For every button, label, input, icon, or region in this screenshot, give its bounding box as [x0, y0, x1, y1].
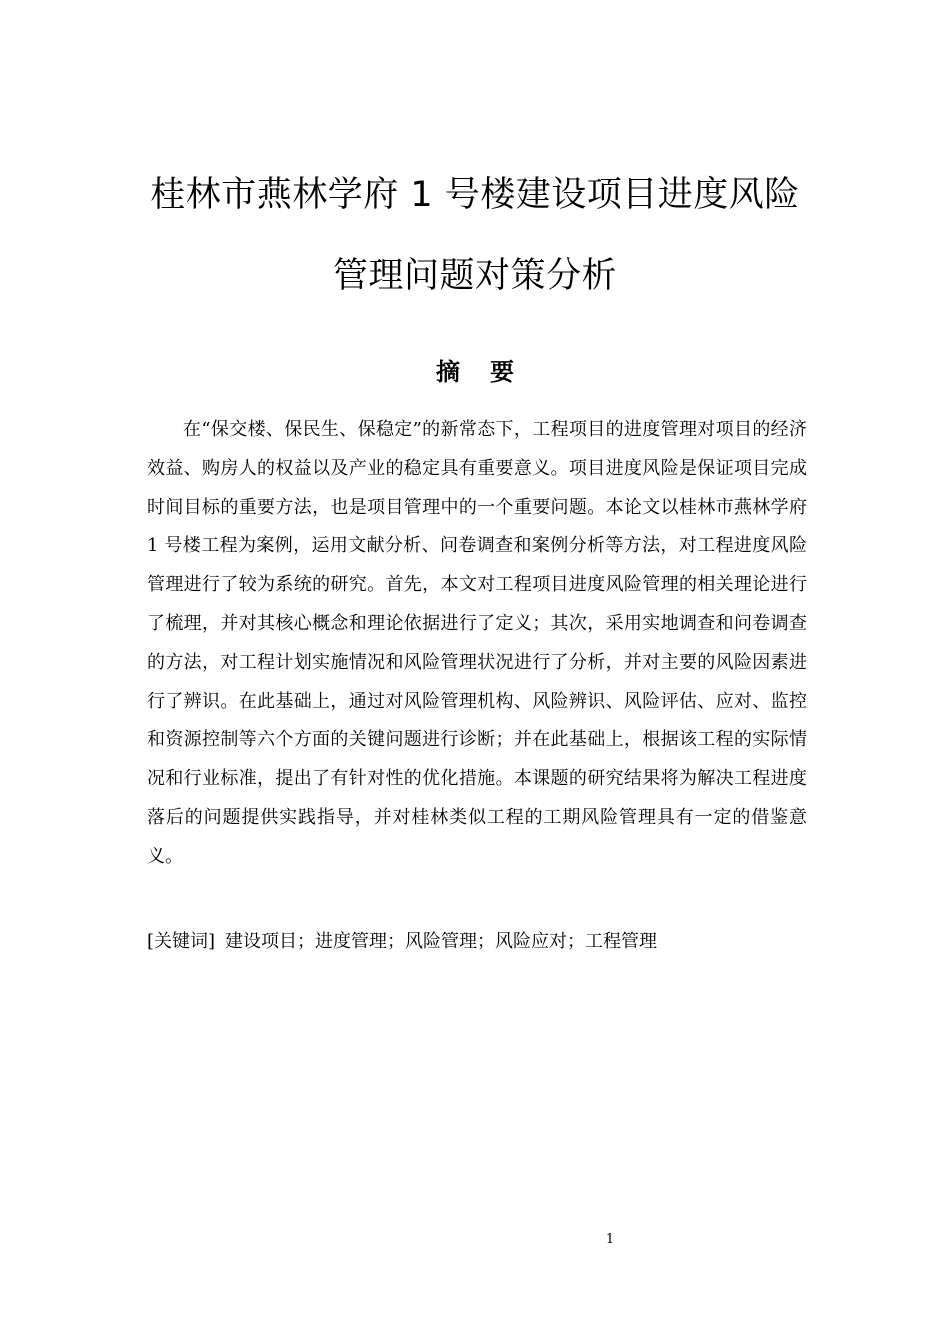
page-number: 1 — [605, 1232, 615, 1247]
abstract-heading — [0, 356, 950, 388]
paper-title-line-1: 桂林市燕林学府 1 号楼建设项目进度风险 — [150, 175, 800, 215]
keywords-line — [147, 924, 807, 960]
abstract-heading-char-2: 要 — [490, 358, 514, 386]
keywords-text: 建设项目；进度管理；风险管理；风险应对；工程管理 — [225, 931, 658, 952]
abstract-heading-char-1: 摘 — [436, 358, 460, 386]
paper-title-line-2: 管理问题对策分析 — [332, 256, 617, 296]
keywords-label: [关键词] — [147, 931, 216, 952]
abstract-body: 在“保交楼、保民生、保稳定”的新常态下，工程项目的进度管理对项目的经济效益、购房人的权益以及产业的稳定具有重要意义。项目进度风险是保证项目完成时间目标的重要方法，也是项目管理中的一个重要问题。本论文以桂林市燕林学府 1 号楼工程为案例，运用文献分析、问卷调查和案例分析等方法，对工程进度风险管理进行了较为系统的研究。首先，本文对工程项目进度风险管理的相关理论进行了梳理，并对其核心概念和理论依据进行了定义；其次，采用实地调查和问卷调查的方法，对工程计划实施情况和风险管理状况进行了分析，并对主要的风险因素进行了辨识。在此基础上，通过对风险管理机构、风险辨识、风险评估、应对、监控和资源控制等六个方面的关键问题进行诊断；并在此基础上，根据该工程的实际情况和行业标准，提出了有针对性的优化措施。本课题的研究结果将为解决工程进度落后的问题提供实践指导，并对桂林类似工程的工期风险管理具有一定的借鉴意义。 — [147, 419, 807, 867]
